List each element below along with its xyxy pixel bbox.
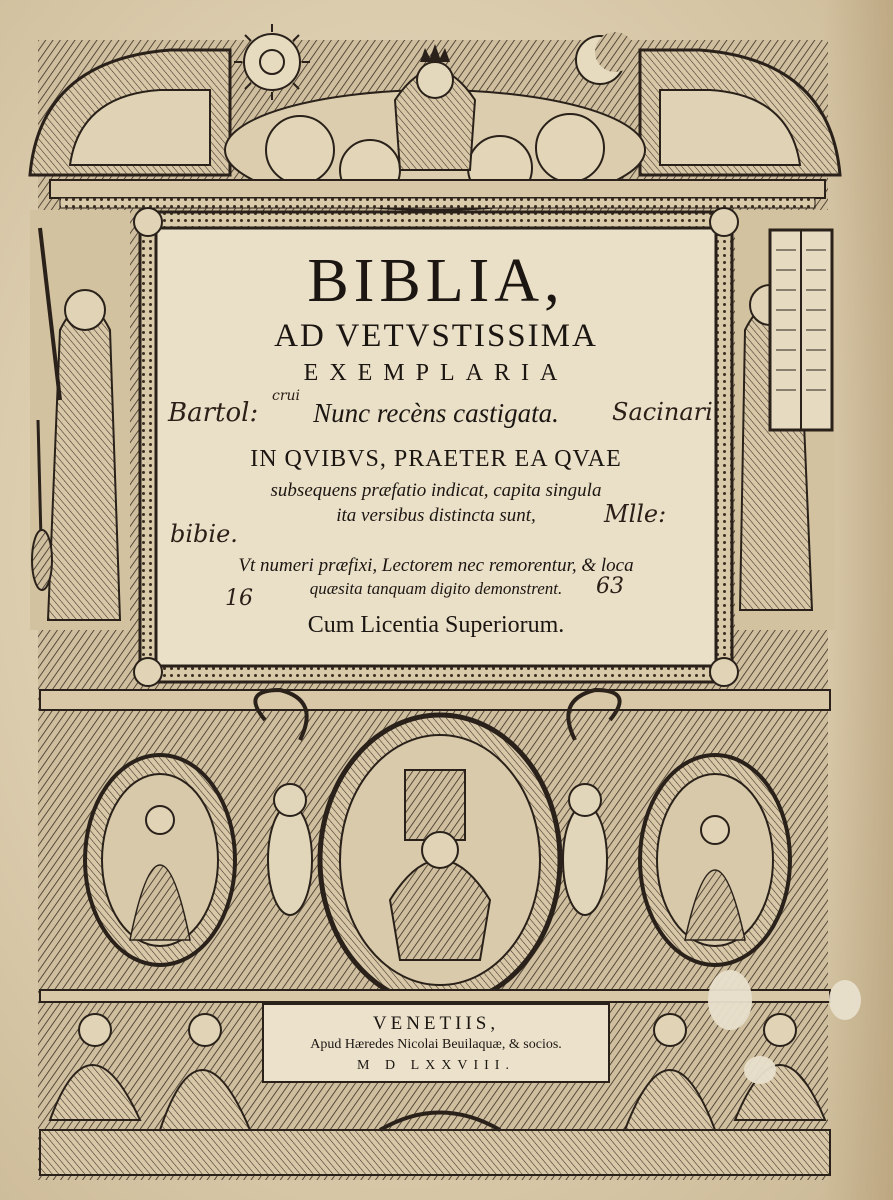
handwritten-note-bibie: bibie.: [170, 520, 238, 548]
handwritten-note-16: 16: [225, 586, 253, 611]
handwritten-note-63: 63: [596, 574, 624, 599]
handwritten-note-superscript: crui: [272, 388, 301, 404]
cherub-icon: [134, 208, 162, 236]
title-line-2: AD VETVSTISSIMA: [274, 318, 598, 354]
title-line-6: subsequens præfatio indicat, capita singula: [270, 480, 602, 501]
handwritten-note-sacinari: Sacinari: [612, 398, 713, 426]
title-line-9: quæsita tanquam digito demonstrent.: [309, 579, 563, 598]
handwritten-note-bartol: Bartol:: [168, 398, 259, 428]
title-line-5: IN QVIBVS, PRAETER EA QVAE: [250, 446, 622, 472]
evangelist-medallion-icon: [85, 755, 235, 965]
title-line-7: ita versibus distincta sunt,: [336, 505, 536, 526]
title-line-4: Nunc recèns castigata.: [313, 398, 559, 428]
sun-face-icon: [234, 24, 310, 100]
imprint-year: M D LXXVIII.: [357, 1058, 515, 1073]
license-line: Cum Licentia Superiorum.: [307, 612, 565, 638]
aaron-censer-icon: [30, 210, 130, 630]
imprint-printer: Apud Hæredes Nicolai Beuilaquæ, & socios.: [310, 1037, 562, 1052]
handwritten-note-mlle: Mlle:: [604, 500, 667, 528]
moses-tablets-icon: [735, 210, 835, 630]
title-line-3: EXEMPLARIA: [303, 360, 569, 386]
title-line-8: Vt numeri præfixi, Lectorem nec remorentur, & loca: [238, 555, 634, 576]
title-main: BIBLIA,: [307, 247, 565, 315]
imprint-box: [262, 1003, 610, 1083]
imprint-place: VENETIIS,: [372, 1013, 500, 1034]
